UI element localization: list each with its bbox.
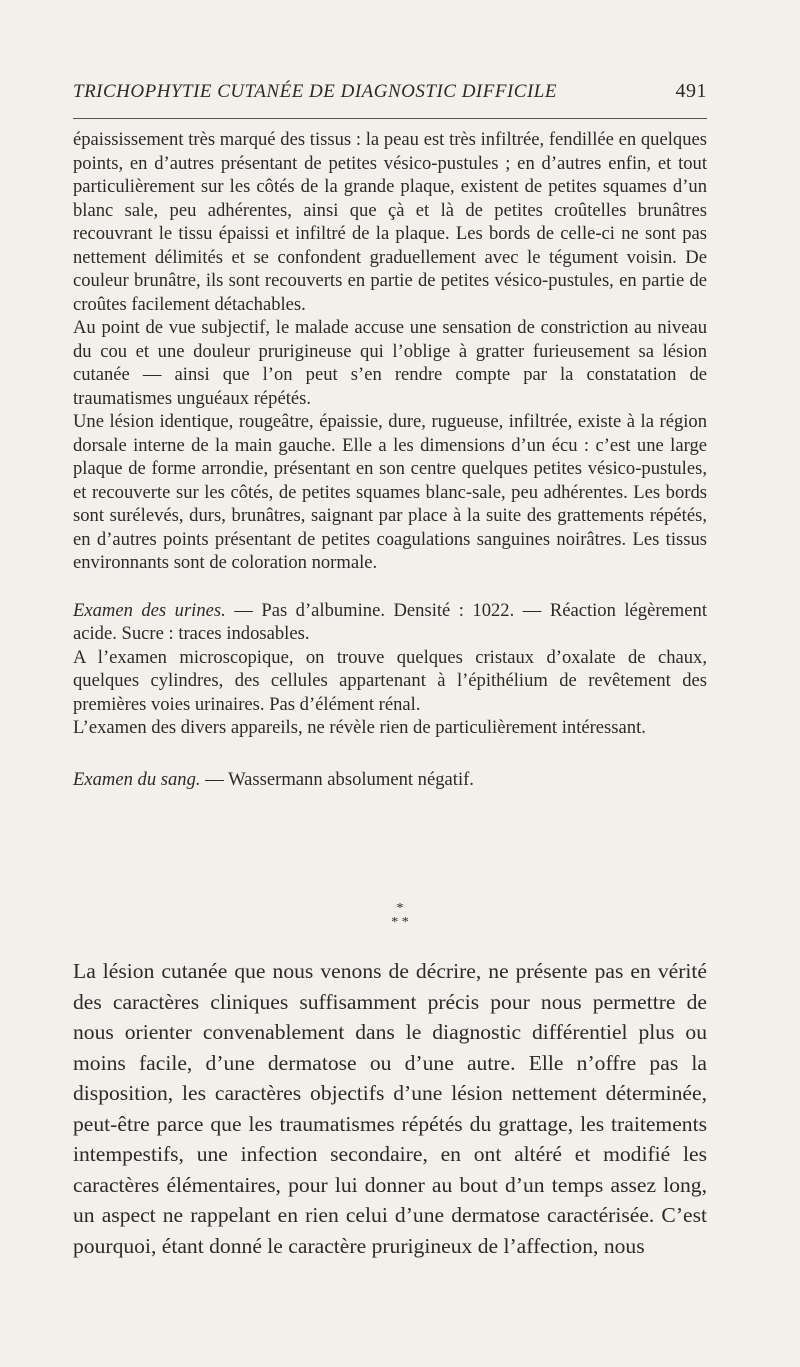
blood-exam-label: Examen du sang. — [73, 768, 201, 790]
paragraph-other-systems: L’examen des divers appareils, ne révèle rien de particulièrement intéressant. — [73, 717, 646, 738]
discussion-text — [73, 956, 707, 1261]
separator-star-top: * — [396, 901, 404, 916]
urine-exam-label: Examen des urines. — [73, 599, 226, 621]
paragraph-urine-exam — [73, 599, 707, 646]
separator-stars-bottom: * * — [391, 915, 409, 930]
observation-text — [73, 128, 707, 791]
paragraph-subjective: Au point de vue subjectif, le malade accuse une sensation de constriction au niveau du cou et une douleur prurigineuse qui l’oblige à gratter furieusement sa lésion cutanée — ainsi que l’on peut s’en rendre compte par la constatation de traumatismes unguéaux répétés. — [73, 317, 707, 409]
page-number: 491 — [675, 80, 707, 102]
paragraph-microscopic: A l’examen microscopique, on trouve quelques cristaux d’oxalate de chaux, quelques cylindres, des cellules appartenant à l’épithélium de revêtement des premières voies urinaires. Pas d’élément rénal. — [73, 646, 707, 715]
paragraph-blood-exam — [73, 768, 707, 792]
section-separator — [0, 902, 800, 930]
paragraph-discussion: La lésion cutanée que nous venons de décrire, ne présente pas en vérité des caractères cliniques suffisamment précis pour nous permettre de nous orienter convenablement dans le diagnostic différentiel plus ou moins facile, d’une dermatose ou d’une autre. Elle n’offre pas la disposition, les caractères objectifs d’une lésion nettement déterminée, peut-être parce que les traumatismes répétés du grattage, les traitements intempestifs, une infection secondaire, en ont altéré et modifié les caractères élémentaires, pour lui donner au bout d’un temps assez long, un aspect ne rappelant en rien celui d’une dermatose caractérisée. C’est pourquoi, étant donné le caractère prurigineux de l’affection, nous — [73, 959, 707, 1258]
running-title: TRICHOPHYTIE CUTANÉE DE DIAGNOSTIC DIFFICILE — [73, 81, 557, 102]
header-rule — [73, 118, 707, 119]
blood-exam-text: — Wassermann absolument négatif. — [200, 768, 474, 790]
paragraph-hand-lesion: Une lésion identique, rougeâtre, épaissie, dure, rugueuse, infiltrée, existe à la région dorsale interne de la main gauche. Elle a les dimensions d’un écu : c’est une large plaque de forme arrondie, présentant en son centre quelques petites vésico-pustules, et recouverte sur les côtés, de petites squames blanc-sale, peu adhérentes. Les bords sont surélevés, durs, brunâtres, saignant par place à la suite des grattements répétés, en d’autres points présentant de petites coagulations sanguines noirâtres. Les tissus environnants sont de coloration normale. — [73, 411, 707, 573]
running-header — [73, 80, 707, 103]
paragraph-lesion-description: épaississement très marqué des tissus : la peau est très infiltrée, fendillée en quelques points, en d’autres présentant de petites vésico-pustules ; en d’autres enfin, et tout particulièrement sur les côtés de la grande plaque, existent de petites squames d’un blanc sale, peu adhérentes, ainsi que çà et là de petites croûtelles brunâtres recouvrant le tissu épaissi et infiltré de la plaque. Les bords de celle-ci ne sont pas nettement délimités et se confondent graduellement avec le tégument voisin. De couleur brunâtre, ils sont recouverts en partie de petites vésico-pustules, en partie de croûtes facilement détachables. — [73, 129, 707, 315]
urine-exam-text: — Pas d’albumine. Densité : 1022. — Réaction légèrement acide. Sucre : traces indosables. — [73, 599, 707, 644]
